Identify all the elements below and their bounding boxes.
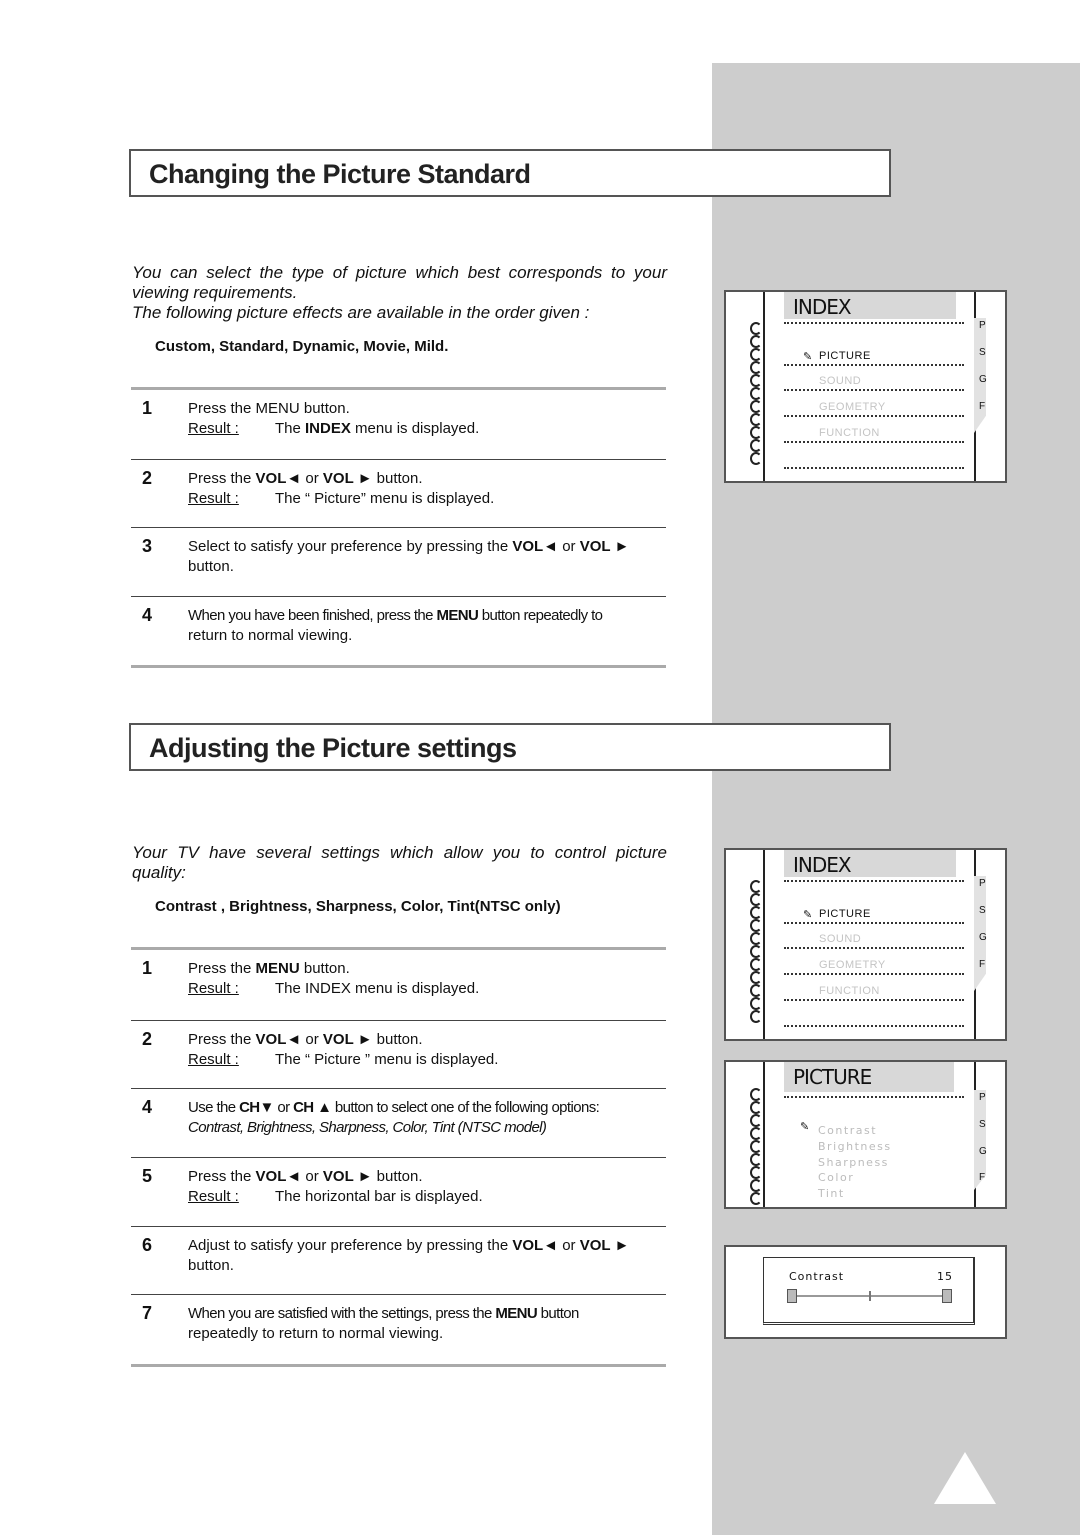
step-text: Adjust to satisfy your preference by pressing the (188, 1237, 513, 1254)
options-list: Contrast , Brightness, Sharpness, Color, Tint(NTSC only) (155, 898, 561, 915)
bar-value: 15 (937, 1270, 953, 1283)
step-number: 2 (142, 1029, 153, 1049)
bar-label: Contrast (789, 1270, 845, 1283)
step-text: button. (299, 960, 350, 977)
vol-left-key: VOL◄ (512, 538, 559, 555)
section-title-picture-settings: Adjusting the Picture settings (129, 723, 891, 771)
step-number: 2 (142, 468, 153, 488)
step-text: or (301, 470, 323, 487)
vol-left-key: VOL◄ (255, 470, 302, 487)
ch-down-key: CH▼ (239, 1099, 274, 1116)
step-text: button. (372, 1168, 423, 1185)
osd-title: INDEX (784, 292, 956, 319)
step-number: 3 (142, 536, 153, 556)
step-text: button repeatedly to (478, 607, 603, 624)
step-text: or (558, 538, 580, 555)
step-text: Press the MENU button. (188, 400, 350, 417)
step-text: or (301, 1168, 323, 1185)
menu-key: MENU (436, 607, 479, 624)
step-number: 1 (142, 398, 153, 418)
step-text: button. (188, 558, 234, 575)
osd-title: INDEX (784, 850, 956, 877)
result-text: menu is displayed. (350, 420, 480, 437)
step-row (131, 1158, 666, 1227)
slider-left-arrow-icon (787, 1289, 797, 1303)
result-text: The horizontal bar is displayed. (275, 1188, 483, 1205)
osd-tab-p: P (979, 320, 986, 331)
osd-tab-s: S (979, 1119, 986, 1130)
result-text: The (275, 420, 306, 437)
vol-right-key: VOL ► (322, 1031, 373, 1048)
slider-thumb[interactable] (869, 1291, 871, 1301)
vol-left-key: VOL◄ (512, 1237, 559, 1254)
step-text: button. (372, 470, 423, 487)
menu-key: MENU (255, 960, 300, 977)
intro-line: Your TV have several settings which allow you to control picture quality: (132, 843, 667, 882)
steps-table (131, 387, 666, 668)
result-label: Result : (188, 1188, 239, 1205)
osd-item-geometry: GEOMETRY (819, 959, 886, 971)
step-number: 4 (142, 1097, 153, 1117)
step-number: 1 (142, 958, 153, 978)
osd-tab-g: G (979, 932, 987, 943)
vol-left-key: VOL◄ (255, 1031, 302, 1048)
step-text: or (558, 1237, 580, 1254)
osd-picture-menu (724, 1060, 1007, 1209)
step-row (131, 1021, 666, 1089)
step-text: or (273, 1099, 294, 1116)
osd-item-picture: PICTURE (819, 350, 871, 362)
step-text: When you have been finished, press the (188, 607, 437, 624)
result-label: Result : (188, 420, 239, 437)
intro-line: The following picture effects are available in the order given : (132, 303, 590, 322)
vol-right-key: VOL ► (579, 538, 630, 555)
step-text: Press the (188, 1168, 256, 1185)
step-row (131, 390, 666, 460)
options-italic: Contrast, Brightness, Sharpness, Color, Tint (NTSC model) (188, 1119, 547, 1136)
result-label: Result : (188, 980, 239, 997)
ch-up-key: CH ▲ (293, 1099, 332, 1116)
result-bold: INDEX (305, 420, 351, 437)
osd-item-geometry: GEOMETRY (819, 401, 886, 413)
vol-right-key: VOL ► (579, 1237, 630, 1254)
osd-item-contrast: Contrast (818, 1124, 878, 1137)
step-text: return to normal viewing. (188, 627, 353, 644)
spiral-binding-icon (750, 322, 774, 465)
step-text: or (301, 1031, 323, 1048)
spiral-binding-icon (750, 1088, 774, 1205)
step-text: Select to satisfy your preference by pressing the (188, 538, 513, 555)
osd-index-menu (724, 848, 1007, 1041)
vol-right-key: VOL ► (322, 1168, 373, 1185)
step-text: Use the (188, 1099, 240, 1116)
result-text: The “ Picture ” menu is displayed. (275, 1051, 499, 1068)
next-page-arrow-icon (934, 1452, 996, 1504)
osd-index-menu (724, 290, 1007, 483)
osd-item-sound: SOUND (819, 933, 862, 945)
osd-title: PICTURE (784, 1062, 954, 1092)
steps-table (131, 947, 666, 1367)
osd-tab-g: G (979, 374, 987, 385)
osd-item-function: FUNCTION (819, 985, 880, 997)
pencil-icon: ✎ (803, 909, 813, 921)
osd-item-sharpness: Sharpness (818, 1156, 889, 1169)
intro-text (132, 263, 667, 323)
step-row (131, 1089, 666, 1158)
step-text: Press the (188, 960, 256, 977)
osd-tab-f: F (979, 401, 986, 412)
step-row (131, 528, 666, 597)
vol-right-key: VOL ► (322, 470, 373, 487)
step-row (131, 597, 666, 665)
step-row (131, 1295, 666, 1364)
intro-line: You can select the type of picture which best corresponds to your viewing requirements. (132, 263, 667, 302)
result-text: The “ Picture” menu is displayed. (275, 490, 495, 507)
step-number: 5 (142, 1166, 153, 1186)
step-number: 4 (142, 605, 153, 625)
osd-tab-g: G (979, 1146, 987, 1157)
osd-item-tint: Tint (818, 1187, 845, 1200)
osd-item-function: FUNCTION (819, 427, 880, 439)
vol-left-key: VOL◄ (255, 1168, 302, 1185)
step-text: Press the (188, 470, 256, 487)
step-text: When you are satisfied with the settings, press the (188, 1305, 496, 1322)
osd-tab-s: S (979, 905, 986, 916)
step-text: repeatedly to return to normal viewing. (188, 1325, 444, 1342)
spiral-binding-icon (750, 880, 774, 1023)
menu-key: MENU (495, 1305, 538, 1322)
slider-right-arrow-icon (942, 1289, 952, 1303)
section-title-picture-standard: Changing the Picture Standard (129, 149, 891, 197)
osd-item-sound: SOUND (819, 375, 862, 387)
osd-tab-f: F (979, 959, 986, 970)
osd-tab-s: S (979, 347, 986, 358)
pencil-icon: ✎ (803, 351, 813, 363)
osd-contrast-bar (724, 1245, 1007, 1339)
step-text: Press the (188, 1031, 256, 1048)
step-text: button. (372, 1031, 423, 1048)
result-label: Result : (188, 1051, 239, 1068)
step-number: 6 (142, 1235, 153, 1255)
osd-tab-p: P (979, 878, 986, 889)
osd-tab-f: F (979, 1172, 986, 1183)
step-text: button (537, 1305, 579, 1322)
osd-item-picture: PICTURE (819, 908, 871, 920)
step-text: button. (188, 1257, 234, 1274)
result-label: Result : (188, 490, 239, 507)
result-text: The INDEX menu is displayed. (275, 980, 480, 997)
step-row (131, 950, 666, 1021)
osd-item-brightness: Brightness (818, 1140, 892, 1153)
step-text: button to select one of the following options: (331, 1099, 600, 1116)
options-list: Custom, Standard, Dynamic, Movie, Mild. (155, 338, 449, 355)
step-row (131, 1227, 666, 1295)
intro-text (132, 843, 667, 883)
contrast-slider[interactable] (787, 1289, 952, 1303)
step-number: 7 (142, 1303, 153, 1323)
step-row (131, 460, 666, 528)
osd-item-color: Color (818, 1171, 855, 1184)
pencil-icon: ✎ (800, 1121, 810, 1133)
osd-tab-p: P (979, 1092, 986, 1103)
